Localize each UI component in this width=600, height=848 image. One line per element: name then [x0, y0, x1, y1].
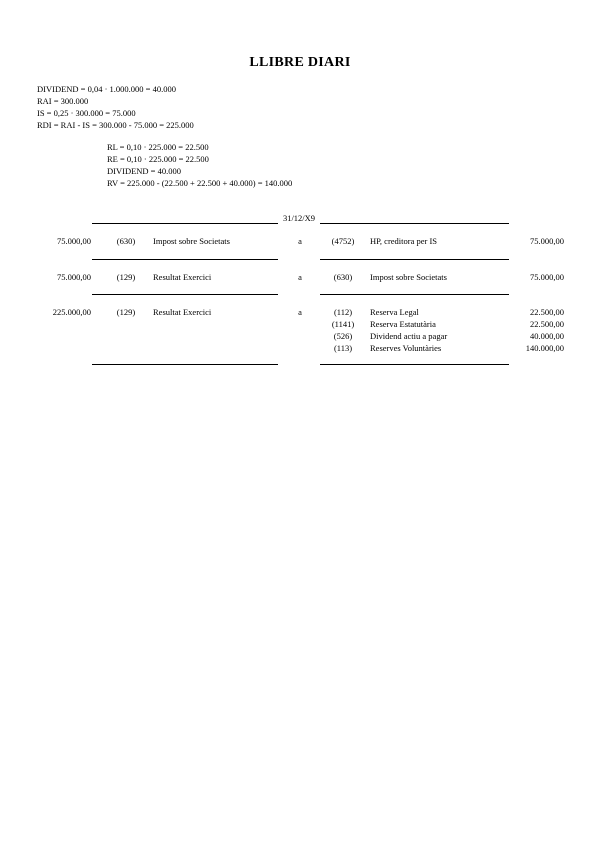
credit-amount: 140.000,00 — [525, 343, 564, 353]
credit-account-code: (526) — [333, 331, 353, 341]
entry-rule-left — [92, 364, 278, 365]
calc-rl: RL = 0,10 · 225.000 = 22.500 — [107, 142, 209, 152]
debit-account-code: (630) — [116, 236, 136, 246]
credit-account-name: Dividend actiu a pagar — [370, 331, 448, 341]
date-rule-left — [92, 223, 278, 224]
debit-account-code: (129) — [116, 272, 136, 282]
credit-account-name: Reserva Estatutària — [370, 319, 436, 329]
credit-account-code: (1141) — [331, 319, 355, 329]
entry-separator: a — [298, 307, 302, 317]
entry-separator: a — [298, 236, 302, 246]
debit-account-name: Resultat Exercici — [153, 307, 212, 317]
credit-amount: 22.500,00 — [530, 319, 564, 329]
entry-rule-left — [92, 259, 278, 260]
credit-account-code: (4752) — [331, 236, 355, 246]
credit-amount: 75.000,00 — [530, 236, 564, 246]
page-title: LLIBRE DIARI — [249, 55, 351, 70]
entry-rule-right — [320, 259, 509, 260]
credit-amount: 40.000,00 — [530, 331, 564, 341]
credit-account-name: HP, creditora per IS — [370, 236, 438, 246]
credit-account-code: (113) — [333, 343, 353, 353]
debit-amount: 75.000,00 — [57, 272, 91, 282]
entry-separator: a — [298, 272, 302, 282]
credit-account-name: Reserves Voluntàries — [370, 343, 442, 353]
calc-is: IS = 0,25 · 300.000 = 75.000 — [37, 108, 136, 118]
credit-account-code: (630) — [333, 272, 353, 282]
debit-account-name: Resultat Exercici — [153, 272, 212, 282]
credit-amount: 75.000,00 — [530, 272, 564, 282]
credit-account-code: (112) — [333, 307, 353, 317]
credit-account-name: Reserva Legal — [370, 307, 419, 317]
debit-account-name: Impost sobre Societats — [153, 236, 230, 246]
journal-date: 31/12/X9 — [282, 213, 316, 223]
calc-rai: RAI = 300.000 — [37, 96, 89, 106]
date-rule-right — [320, 223, 509, 224]
credit-account-name: Impost sobre Societats — [370, 272, 447, 282]
calc-rdi: RDI = RAI - IS = 300.000 - 75.000 = 225.000 — [37, 120, 194, 130]
calc-rv: RV = 225.000 - (22.500 + 22.500 + 40.000) = 140.000 — [107, 178, 293, 188]
debit-amount: 225.000,00 — [52, 307, 91, 317]
entry-rule-left — [92, 294, 278, 295]
entry-rule-right — [320, 364, 509, 365]
entry-rule-right — [320, 294, 509, 295]
debit-account-code: (129) — [116, 307, 136, 317]
calculation-block — [37, 83, 194, 131]
debit-amount: 75.000,00 — [57, 236, 91, 246]
credit-amount: 22.500,00 — [530, 307, 564, 317]
distribution-block — [107, 141, 292, 189]
calc-re: RE = 0,10 · 225.000 = 22.500 — [107, 154, 209, 164]
calc-dividend-amount: DIVIDEND = 40.000 — [107, 166, 181, 176]
calc-dividend: DIVIDEND = 0,04 · 1.000.000 = 40.000 — [37, 84, 176, 94]
